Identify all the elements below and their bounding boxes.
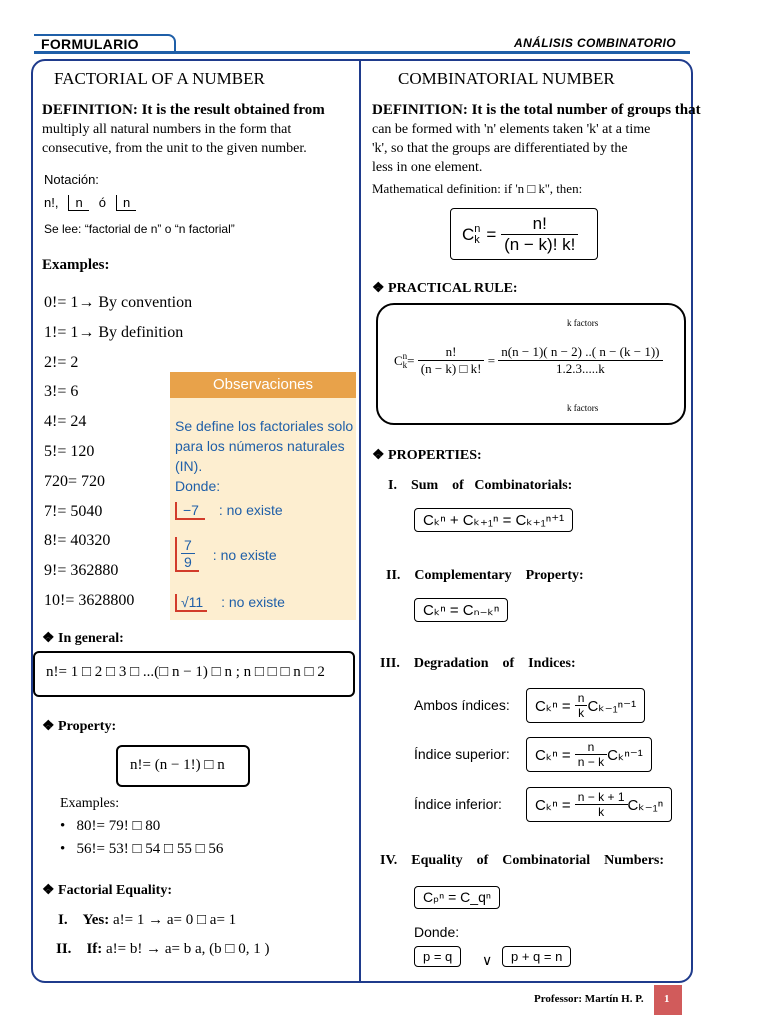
property-example-text: 56!= 53! □ 54 □ 55 □ 56 bbox=[76, 841, 224, 857]
observation-expr: −7 bbox=[175, 502, 205, 520]
property-examples-list bbox=[60, 815, 223, 861]
practical-den2: 1.2.3.....k bbox=[556, 361, 605, 376]
prop3-row-label: Índice superior: bbox=[414, 746, 510, 762]
prop4-title: IV. Equality of Combinatorial Numbers: bbox=[380, 853, 665, 868]
left-column-title: FACTORIAL OF A NUMBER bbox=[54, 69, 265, 88]
example-item: 5!= 120 bbox=[44, 442, 95, 460]
observation-frac-num: 7 bbox=[181, 537, 195, 554]
observation-note: : no existe bbox=[218, 502, 283, 518]
formula-sup: n bbox=[474, 222, 481, 235]
observations-line: Donde: bbox=[175, 478, 221, 494]
formula-sub: k bbox=[402, 359, 408, 370]
left-definition-line: multiply all natural numbers in the form that bbox=[42, 122, 292, 137]
equality-cond: If: bbox=[86, 941, 103, 957]
observation-item bbox=[175, 537, 277, 572]
prop3-den: n − k bbox=[577, 755, 605, 769]
formula-c: C bbox=[394, 352, 403, 368]
equality-item bbox=[56, 941, 269, 958]
main-formula: C n k = $\frac{n!}{(n - k)! k!}$ bbox=[462, 214, 578, 255]
observation-item bbox=[175, 502, 283, 520]
left-definition bbox=[42, 101, 372, 158]
prop4-where: Donde: bbox=[414, 924, 460, 940]
practical-num2: n(n − 1)( n − 2) ..( n − (k − 1)) bbox=[498, 344, 662, 361]
observation-fraction bbox=[175, 537, 199, 572]
practical-fraction-1 bbox=[418, 344, 485, 377]
right-definition-line: less in one element. bbox=[372, 160, 483, 175]
notation-box-symbol: n bbox=[68, 195, 88, 211]
property-example-item: • 80!= 79! □ 80 bbox=[60, 818, 161, 834]
example-item: 3!= 6 bbox=[44, 383, 79, 401]
example-item: 7!= 5040 bbox=[44, 502, 103, 520]
observation-frac-den: 9 bbox=[184, 554, 192, 570]
prop2-formula: Cₖⁿ = Cₙ₋ₖⁿ bbox=[414, 598, 508, 622]
example-item: 2!= 2 bbox=[44, 353, 79, 371]
practical-num1: n! bbox=[418, 344, 485, 361]
prop3-num: n − k + 1 bbox=[575, 790, 628, 805]
practical-fraction-2 bbox=[498, 344, 662, 377]
main-formula-den: (n − k)! k! bbox=[504, 235, 576, 254]
property-examples-label: Examples: bbox=[60, 796, 120, 811]
equality-expr: a!= b! → a= b a, (b □ 0, 1 ) bbox=[106, 941, 270, 957]
page-number: 1 bbox=[664, 993, 670, 1005]
prop3-row-formula: Cₖⁿ = $\frac{n}{k}$ Cₖ₋₁ⁿ⁻¹ bbox=[526, 688, 645, 723]
professor-credit: Professor: Martín H. P. bbox=[534, 993, 644, 1005]
observations-text bbox=[175, 416, 353, 496]
right-definition-line: can be formed with 'n' elements taken 'k' at a time bbox=[372, 122, 651, 137]
prop3-row-label: Índice inferior: bbox=[414, 796, 502, 812]
examples-label: Examples: bbox=[42, 257, 110, 273]
left-definition-line: consecutive, from the unit to the given number. bbox=[42, 141, 307, 156]
condition-sum: p + q = n bbox=[502, 946, 571, 967]
property-label: ❖ Property: bbox=[42, 719, 117, 734]
prop3-den: k bbox=[598, 805, 605, 819]
property-formula: n!= (n − 1!) □ n bbox=[130, 757, 225, 773]
condition-equal: p = q bbox=[414, 946, 461, 967]
prop2-title: II. Complementary Property: bbox=[386, 568, 584, 583]
general-formula: n!= 1 □ 2 □ 3 □ ...(□ n − 1) □ n ; n □ □ □ n □ 2 bbox=[46, 664, 325, 680]
left-definition-line: DEFINITION: It is the result obtained from bbox=[42, 102, 325, 118]
prop3-row-formula: Cₖⁿ = $\frac{n - k + 1}{k}$ Cₖ₋₁ⁿ bbox=[526, 787, 672, 822]
formula-c: C bbox=[462, 224, 475, 244]
example-item: 4!= 24 bbox=[44, 413, 87, 431]
k-factors-top: k factors bbox=[567, 318, 599, 328]
observations-title: Observaciones bbox=[170, 372, 356, 398]
example-item: 9!= 362880 bbox=[44, 562, 119, 580]
example-item: 1!= 1→ By definition bbox=[44, 323, 184, 341]
example-item: 8!= 40320 bbox=[44, 532, 111, 550]
prop3-rest: Cₖ₋₁ⁿ⁻¹ bbox=[587, 697, 637, 715]
property-example-text: 80!= 79! □ 80 bbox=[76, 818, 161, 834]
example-item: 10!= 3628800 bbox=[44, 591, 135, 609]
prop1-title: I. Sum of Combinatorials: bbox=[388, 478, 573, 493]
prop3-row-label: Ambos índices: bbox=[414, 697, 510, 713]
k-factors-bottom: k factors bbox=[567, 403, 599, 413]
notation-box-symbol: n bbox=[116, 195, 136, 211]
prop3-num: n bbox=[575, 740, 607, 755]
property-example-item: • 56!= 53! □ 54 □ 55 □ 56 bbox=[60, 841, 224, 857]
equality-num: II. bbox=[56, 941, 72, 957]
practical-rule-label: ❖ PRACTICAL RULE: bbox=[372, 281, 518, 296]
practical-den1: (n − k) □ k! bbox=[420, 361, 482, 376]
observations-line: para los números naturales bbox=[175, 438, 345, 454]
prop3-rest: Cₖ₋₁ⁿ bbox=[627, 796, 664, 814]
observation-expr: √11 bbox=[175, 594, 207, 612]
factorial-equality-label: ❖ Factorial Equality: bbox=[42, 883, 172, 898]
prop3-den: k bbox=[578, 706, 585, 720]
equality-item bbox=[58, 912, 236, 929]
equality-cond: Yes: bbox=[82, 912, 110, 928]
formula-sup: n bbox=[402, 350, 408, 361]
notation-label: Notación: bbox=[44, 172, 99, 187]
prop3-num: n bbox=[575, 691, 588, 706]
in-general-label: ❖ In general: bbox=[42, 631, 124, 646]
prop1-formula: Cₖⁿ + Cₖ₊₁ⁿ = Cₖ₊₁ⁿ⁺¹ bbox=[414, 508, 573, 532]
formula-sub: k bbox=[474, 233, 480, 246]
example-item: 0!= 1→ By convention bbox=[44, 294, 193, 311]
properties-label: ❖ PROPERTIES: bbox=[372, 448, 482, 463]
header-left-title: FORMULARIO bbox=[41, 36, 139, 52]
observations-box bbox=[170, 372, 356, 620]
equality-expr: a!= 1 → a= 0 □ a= 1 bbox=[113, 912, 237, 928]
prop3-rest: Cₖⁿ⁻¹ bbox=[607, 746, 643, 764]
observation-note: : no existe bbox=[212, 546, 277, 563]
prop3-title: III. Degradation of Indices: bbox=[380, 656, 576, 671]
notation-or: ó bbox=[98, 195, 106, 210]
main-formula-num: n! bbox=[501, 214, 578, 235]
notation-reads: Se lee: “factorial de n” o “n factorial” bbox=[44, 222, 235, 236]
right-definition-line: DEFINITION: It is the total number of groups that bbox=[372, 102, 701, 118]
main-formula-fraction bbox=[501, 214, 578, 255]
example-item: 720= 720 bbox=[44, 472, 106, 490]
prop4-formula: Cₚⁿ = C_qⁿ bbox=[414, 886, 500, 909]
observation-item bbox=[175, 594, 285, 612]
right-definition bbox=[372, 101, 766, 177]
math-definition: Mathematical definition: if 'n □ k'', then: bbox=[372, 181, 583, 196]
observations-line: Se define los factoriales solo bbox=[175, 418, 354, 434]
header-right-title: ANÁLISIS COMBINATORIO bbox=[514, 36, 676, 50]
right-definition-line: 'k', so that the groups are differentiated by the bbox=[372, 141, 628, 156]
observation-note: : no existe bbox=[221, 594, 285, 610]
column-divider bbox=[359, 59, 361, 981]
prop3-row-formula: Cₖⁿ = $\frac{n}{n - k}$ Cₖⁿ⁻¹ bbox=[526, 737, 652, 772]
equality-num: I. bbox=[58, 912, 68, 928]
condition-or: ∨ bbox=[482, 952, 493, 968]
notation-factorial: n!, bbox=[44, 195, 59, 210]
notation-symbols bbox=[44, 195, 136, 211]
observations-line: (IN). bbox=[175, 458, 203, 474]
practical-rule-formula: C n k = $\frac{n!}{(n - k) □ k!}$ = $\frac{n(n - 1)( n - 2) ..( n - (k - 1))}{1.2.3.....k}$ bbox=[394, 344, 663, 377]
right-column-title: COMBINATORIAL NUMBER bbox=[398, 69, 615, 88]
